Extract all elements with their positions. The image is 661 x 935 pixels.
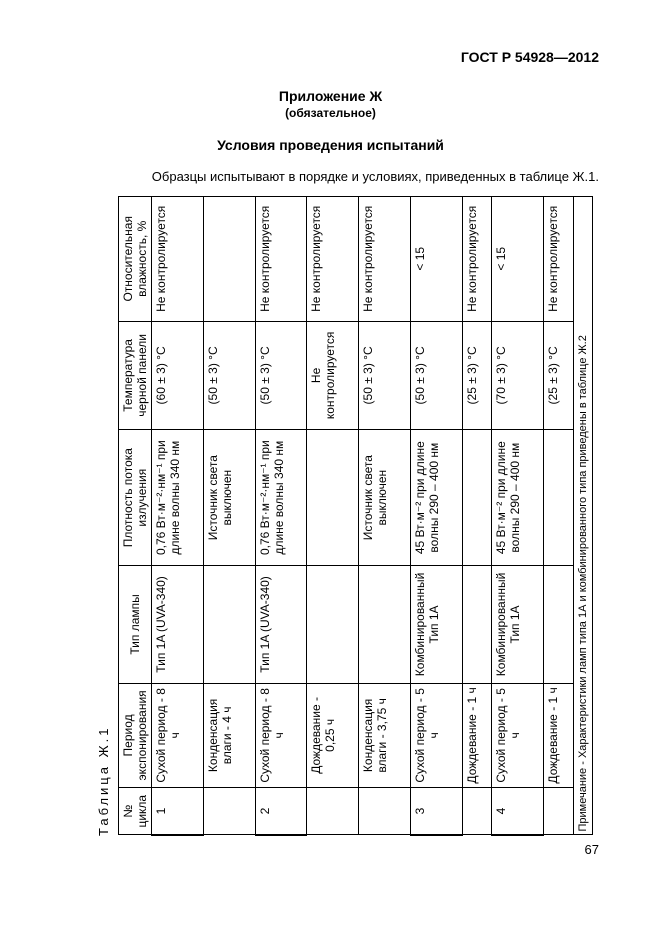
document-code: ГОСТ Р 54928—2012 — [460, 49, 599, 65]
cell-temp: (70 ± 3) °С — [492, 321, 544, 430]
cell-cycle — [307, 787, 359, 835]
table-row — [203, 197, 255, 836]
cell-cycle: 3 — [410, 787, 462, 835]
page-number: 67 — [584, 842, 599, 857]
header-cycle: № цикла — [119, 787, 152, 835]
table-row — [544, 197, 574, 836]
cell-cycle — [462, 787, 492, 835]
table-note: Примечание - Характеристики ламп типа 1А и комбинированного типа приведены в таблице Ж.2 — [574, 197, 593, 836]
table-row — [359, 197, 411, 836]
header-lamp: Тип лампы — [119, 566, 152, 684]
cell-period: Дождевание - 1 ч — [462, 683, 492, 787]
cell-temp: Не контролируется — [307, 321, 359, 430]
cell-period: Дождевание - 1 ч — [544, 683, 574, 787]
intro-paragraph: Образцы испытывают в порядке и условиях, приведенных в таблице Ж.1. — [151, 169, 599, 184]
cell-humidity: Не контролируется — [152, 197, 204, 322]
header-density: Плотность потока излучения — [119, 430, 152, 566]
section-title: Условия проведения испытаний — [217, 137, 444, 153]
header-temp: Температура черной панели — [119, 321, 152, 430]
cell-density — [544, 430, 574, 566]
cell-cycle: 2 — [255, 787, 307, 835]
cell-humidity: Не контролируется — [462, 197, 492, 322]
cell-period: Сухой период - 8 ч — [152, 683, 204, 787]
cell-lamp — [544, 566, 574, 684]
table-row — [307, 197, 359, 836]
cell-lamp — [359, 566, 411, 684]
table-row — [462, 197, 492, 836]
cell-cycle — [544, 787, 574, 835]
cell-temp: (50 ± 3) °С — [255, 321, 307, 430]
cell-density — [462, 430, 492, 566]
appendix-title: Приложение Ж — [278, 88, 383, 104]
rotated-table-container — [96, 196, 593, 836]
header-period: Период экспонирования — [119, 683, 152, 787]
cell-lamp: Тип 1A (UVA-340) — [255, 566, 307, 684]
cell-cycle: 1 — [152, 787, 204, 835]
cell-temp: (25 ± 3) °С — [544, 321, 574, 430]
cell-lamp — [462, 566, 492, 684]
cell-temp: (50 ± 3) °С — [410, 321, 462, 430]
cell-temp: (50 ± 3) °С — [359, 321, 411, 430]
conditions-table — [118, 196, 593, 836]
cell-density: 45 Вт·м⁻² при длине волны 290 – 400 нм — [410, 430, 462, 566]
cell-period: Дождевание - 0,25 ч — [307, 683, 359, 787]
cell-lamp — [203, 566, 255, 684]
cell-density: 0,76 Вт·м⁻²·нм⁻¹ при длине волны 340 нм — [255, 430, 307, 566]
cell-humidity: Не контролируется — [307, 197, 359, 322]
cell-period: Конденсация влаги - 4 ч — [203, 683, 255, 787]
cell-lamp: Тип 1A (UVA-340) — [152, 566, 204, 684]
cell-humidity — [203, 197, 255, 322]
cell-cycle — [203, 787, 255, 835]
table-header-row — [119, 197, 152, 836]
cell-humidity: Не контролируется — [255, 197, 307, 322]
cell-period: Сухой период - 5 ч — [410, 683, 462, 787]
cell-humidity: Не контролируется — [544, 197, 574, 322]
cell-temp: (50 ± 3) °С — [203, 321, 255, 430]
cell-density: 45 Вт·м⁻² при длине волны 290 – 400 нм — [492, 430, 544, 566]
cell-period: Сухой период - 8 ч — [255, 683, 307, 787]
table-body — [152, 197, 574, 836]
table-row — [255, 197, 307, 836]
cell-lamp: Комбинированный Тип 1A — [492, 566, 544, 684]
cell-period: Конденсация влаги - 3,75 ч — [359, 683, 411, 787]
header-humidity: Относительная влажность, % — [119, 197, 152, 322]
table-row — [492, 197, 544, 836]
table-caption: Таблица Ж.1 — [96, 725, 111, 836]
cell-humidity: Не контролируется — [359, 197, 411, 322]
cell-cycle — [359, 787, 411, 835]
cell-lamp: Комбинированный Тип 1A — [410, 566, 462, 684]
cell-temp: (25 ± 3) °С — [462, 321, 492, 430]
table-note-row — [574, 197, 593, 836]
cell-period: Сухой период - 5 ч — [492, 683, 544, 787]
table-row — [152, 197, 204, 836]
table-row — [410, 197, 462, 836]
cell-lamp — [307, 566, 359, 684]
cell-temp: (60 ± 3) °С — [152, 321, 204, 430]
cell-density: Источник света выключен — [203, 430, 255, 566]
appendix-subtitle: (обязательное) — [285, 106, 376, 120]
cell-cycle: 4 — [492, 787, 544, 835]
cell-humidity: < 15 — [492, 197, 544, 322]
cell-density: 0,76 Вт·м⁻²·нм⁻¹ при длине волны 340 нм — [152, 430, 204, 566]
cell-density — [307, 430, 359, 566]
cell-humidity: < 15 — [410, 197, 462, 322]
cell-density: Источник света выключен — [359, 430, 411, 566]
